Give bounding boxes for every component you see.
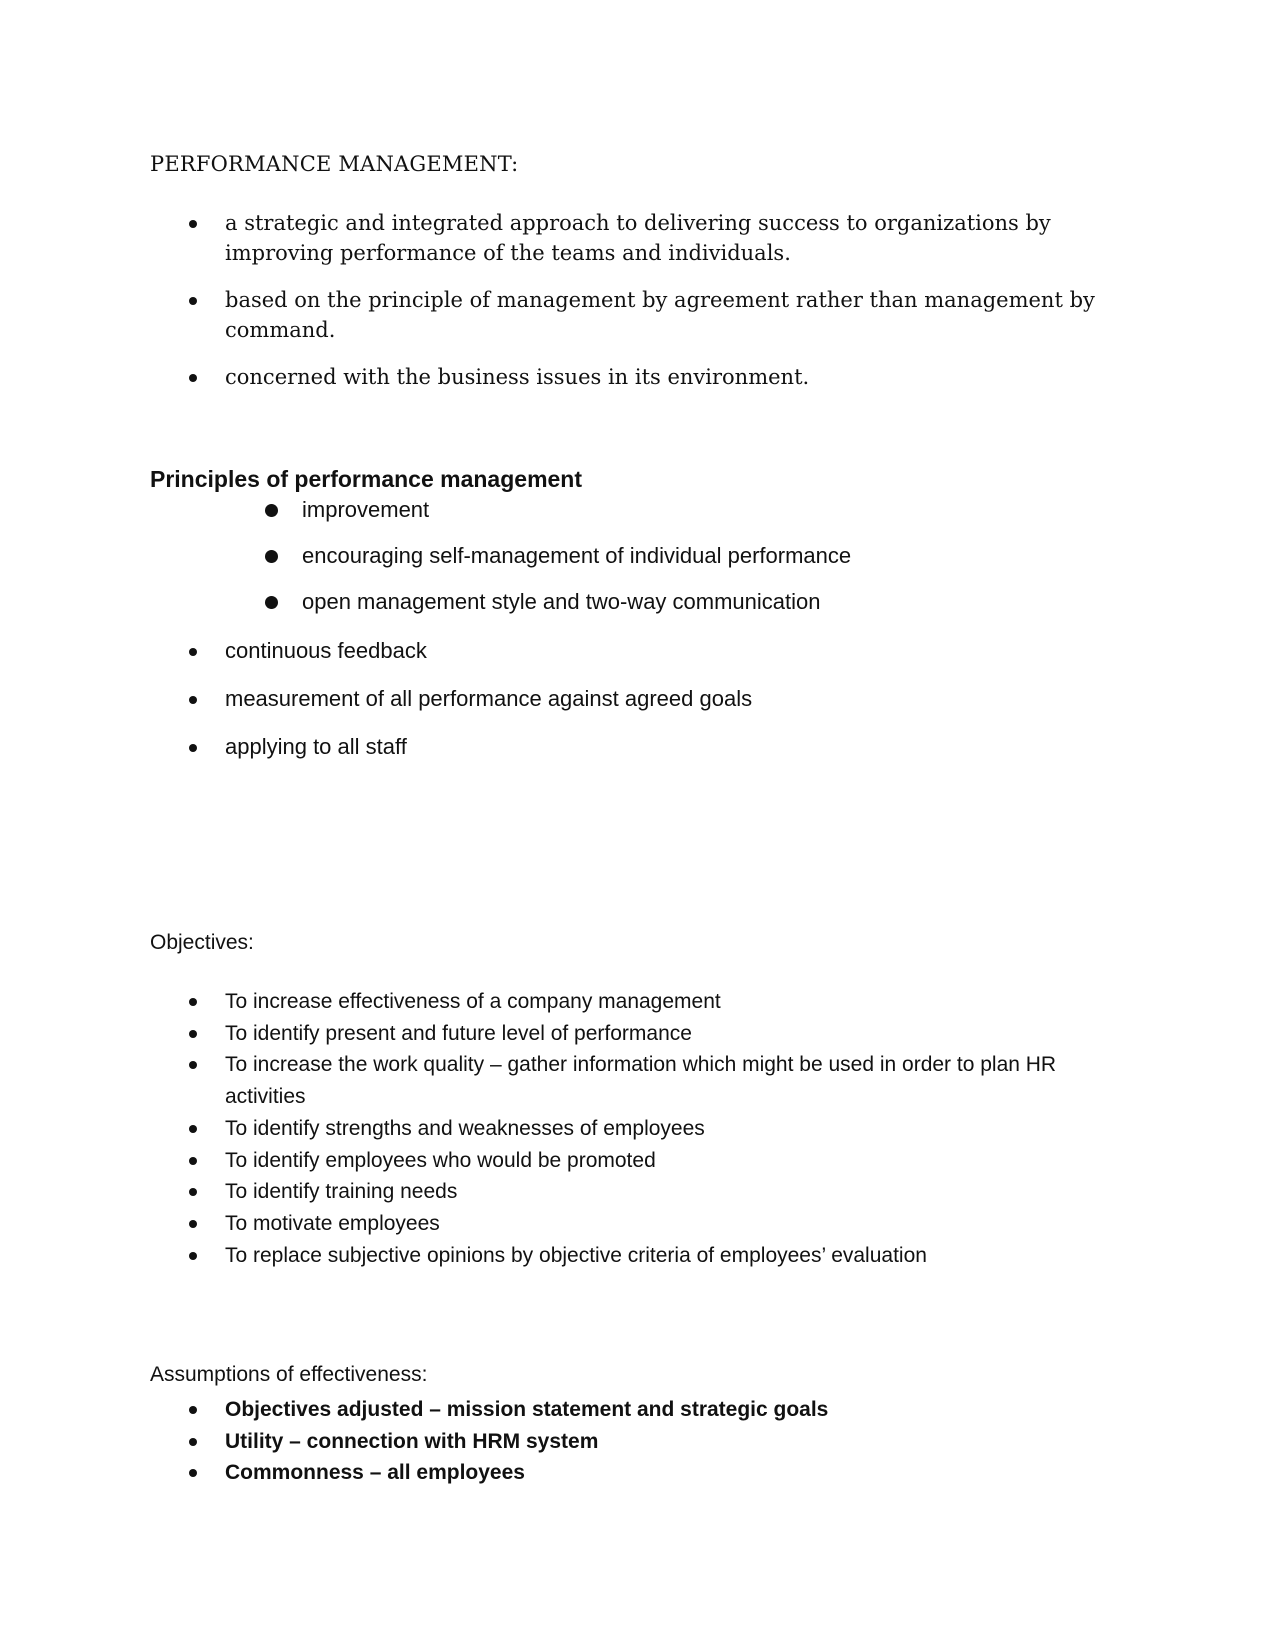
list-item — [225, 1049, 1125, 1112]
list-item — [225, 1113, 1125, 1145]
section-title: Assumptions of effectiveness: — [150, 1363, 428, 1386]
bullet-icon — [189, 648, 197, 656]
objectives-list — [225, 986, 1125, 1271]
list-item-text: encouraging self-management of individual performance — [302, 543, 852, 568]
bullet-icon — [265, 504, 278, 517]
list-item — [225, 1176, 1125, 1208]
bullet-icon — [265, 550, 278, 563]
list-item — [225, 208, 1125, 268]
principles-indented-list — [302, 495, 1152, 633]
list-item-text: To increase effectiveness of a company management — [225, 990, 721, 1013]
list-item-text: To motivate employees — [225, 1211, 440, 1235]
list-item — [302, 495, 1152, 525]
list-item-text: measurement of all performance against agreed goals — [225, 686, 753, 711]
list-item-text: open management style and two-way communication — [302, 589, 821, 614]
bullet-icon — [189, 220, 197, 228]
principles-list — [225, 636, 1125, 780]
bullet-icon — [189, 744, 197, 752]
bullet-icon — [189, 1157, 197, 1165]
list-item — [225, 1145, 1125, 1177]
bullet-icon — [189, 1125, 197, 1133]
list-item-text: Utility – connection with HRM system — [225, 1429, 599, 1453]
list-item-text: To replace subjective opinions by objective criteria of employees’ evaluation — [225, 1243, 927, 1267]
list-item — [225, 362, 1125, 392]
list-item-text: To identify present and future level of performance — [225, 1021, 692, 1045]
list-item-text: Objectives adjusted – mission statement and strategic goals — [225, 1398, 829, 1421]
list-item-text: To increase the work quality – gather information which might be used in order to plan HR activities — [225, 1053, 1057, 1109]
list-item — [225, 1426, 1125, 1458]
bullet-icon — [189, 1030, 197, 1038]
bullet-icon — [189, 998, 197, 1006]
section-title: Principles of performance management — [150, 466, 583, 492]
list-item-text: improvement — [302, 497, 430, 522]
list-item-text: To identify training needs — [225, 1180, 458, 1204]
list-item-text: applying to all staff — [225, 734, 407, 759]
list-item — [302, 587, 1152, 617]
list-item-text: continuous feedback — [225, 638, 427, 663]
list-item-text: To identify employees who would be promoted — [225, 1148, 656, 1172]
list-item — [225, 732, 1125, 762]
list-item — [302, 541, 1152, 571]
list-item — [225, 285, 1125, 345]
section-title: PERFORMANCE MANAGEMENT: — [150, 152, 519, 176]
bullet-icon — [189, 374, 197, 382]
list-item-text: Commonness – all employees — [225, 1461, 525, 1485]
bullet-icon — [189, 1220, 197, 1228]
bullet-icon — [189, 1061, 197, 1069]
list-item — [225, 636, 1125, 666]
list-item — [225, 986, 1125, 1018]
list-item — [225, 1394, 1125, 1426]
assumptions-list — [225, 1394, 1125, 1489]
bullet-icon — [189, 696, 197, 704]
definition-list — [225, 208, 1125, 409]
list-item — [225, 1457, 1125, 1489]
bullet-icon — [189, 1188, 197, 1196]
bullet-icon — [189, 1469, 197, 1477]
bullet-icon — [189, 1252, 197, 1260]
list-item — [225, 1018, 1125, 1050]
bullet-icon — [265, 596, 278, 609]
section-title: Objectives: — [150, 931, 254, 954]
bullet-icon — [189, 297, 197, 305]
list-item — [225, 684, 1125, 714]
list-item-text: concerned with the business issues in its environment. — [225, 365, 810, 389]
list-item — [225, 1240, 1125, 1272]
list-item — [225, 1208, 1125, 1240]
list-item-text: based on the principle of management by agreement rather than management by command. — [225, 288, 1095, 342]
list-item-text: a strategic and integrated approach to delivering success to organizations by improving performance of the teams and individuals. — [225, 211, 1051, 265]
bullet-icon — [189, 1438, 197, 1446]
bullet-icon — [189, 1406, 197, 1414]
list-item-text: To identify strengths and weaknesses of employees — [225, 1116, 705, 1140]
